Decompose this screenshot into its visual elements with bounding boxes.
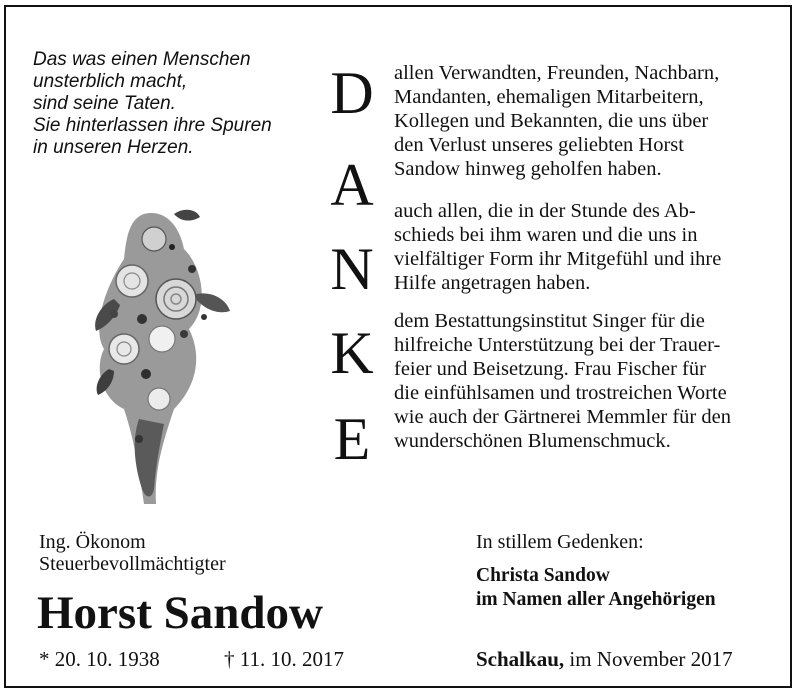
text-line: wunderschönen Blumenschmuck.: [394, 430, 671, 452]
text-line: Hilfe angetragen haben.: [394, 272, 591, 294]
deceased-name: Horst Sandow: [37, 587, 323, 639]
text-line: feier und Beisetzung. Frau Fischer für: [394, 358, 706, 380]
text-line: auch allen, die in der Stunde des Ab-: [394, 200, 696, 222]
text-line: den Verlust unseres geliebten Horst: [394, 134, 684, 156]
flower-bouquet-icon: [84, 199, 244, 514]
danke-letter-a: A: [330, 152, 374, 218]
place-and-date: [476, 647, 733, 672]
thanks-paragraph-1: [394, 61, 794, 181]
text-line: wie auch der Gärtnerei Memmler für den: [394, 406, 731, 428]
text-line: Sandow hinweg geholfen haben.: [394, 158, 662, 180]
text-line: allen Verwandten, Freunden, Nachbarn,: [394, 62, 720, 84]
date-text: im November 2017: [569, 647, 733, 671]
birth-date: * 20. 10. 1938: [39, 647, 160, 671]
motto-line: sind seine Taten.: [33, 93, 176, 114]
obituary-card: [4, 5, 792, 688]
text-line: die einfühlsamen und trostreichen Worte: [394, 382, 727, 404]
motto-line: Das was einen Menschen: [33, 49, 251, 70]
motto-line: unsterblich macht,: [33, 71, 188, 92]
place-name: Schalkau,: [476, 647, 565, 671]
deceased-title-line-1: Ing. Ökonom: [39, 531, 146, 553]
danke-letter-e: E: [333, 406, 371, 472]
text-line: dem Bestattungsinstitut Singer für die: [394, 310, 705, 332]
motto-quote: [33, 49, 323, 159]
mourner-name: Christa Sandow: [476, 565, 610, 586]
text-line: Kollegen und Bekannten, die uns über: [394, 110, 709, 132]
text-line: hilfreiche Unterstützung bei der Trauer-: [394, 334, 721, 356]
text-line: schieds bei ihm waren und die uns in: [394, 224, 698, 246]
danke-letter-n: N: [330, 236, 374, 302]
motto-line: Sie hinterlassen ihre Spuren: [33, 115, 272, 136]
text-line: vielfältiger Form ihr Mitgefühl und ihre: [394, 248, 722, 270]
thanks-paragraph-2: [394, 199, 794, 295]
memorial-heading: In stillem Gedenken:: [476, 531, 644, 553]
text-line: Mandanten, ehemaligen Mitarbeitern,: [394, 86, 704, 108]
thanks-paragraph-3: [394, 309, 794, 453]
danke-letter-k: K: [330, 320, 374, 386]
danke-letter-d: D: [330, 60, 374, 126]
deceased-title-line-2: Steuerbevollmächtigter: [39, 553, 226, 575]
mourner-family-line: im Namen aller Angehörigen: [476, 589, 716, 610]
death-date: † 11. 10. 2017: [224, 647, 344, 671]
motto-line: in unseren Herzen.: [33, 137, 194, 158]
